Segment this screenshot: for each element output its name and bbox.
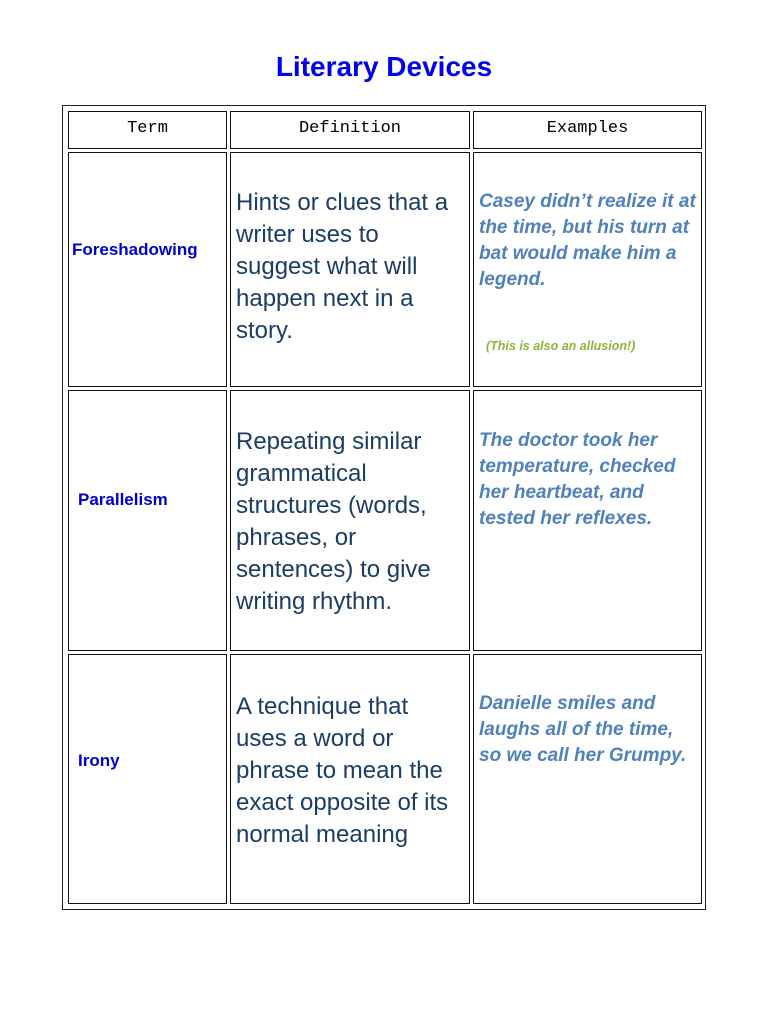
example-parallelism: The doctor took her temperature, checked her heartbeat, and tested her reflexes. — [479, 430, 676, 529]
header-term-label: Term — [127, 119, 168, 138]
header-definition — [230, 111, 470, 149]
definition-parallelism: Repeating similar grammatical structures (words, phrases, or sentences) to give writing rhythm. — [236, 428, 431, 615]
example-foreshadowing: Casey didn’t realize it at the time, but his turn at bat would make him a legend. — [479, 191, 696, 290]
table-row-example-cell — [473, 390, 702, 651]
page-title: Literary Devices — [275, 51, 493, 82]
table-row-term-cell — [68, 654, 227, 904]
table-row-example-cell — [473, 152, 702, 387]
table-row-definition-cell — [230, 152, 470, 387]
literary-devices-table — [62, 105, 706, 910]
header-definition-label: Definition — [298, 119, 402, 138]
term-foreshadowing: Foreshadowing — [72, 240, 198, 259]
table-row-example-cell — [473, 654, 702, 904]
allusion-note: (This is also an allusion!) — [486, 339, 636, 353]
table-row-definition-cell — [230, 654, 470, 904]
term-irony: Irony — [78, 751, 120, 770]
definition-foreshadowing: Hints or clues that a writer uses to suggest what will happen next in a story. — [236, 189, 449, 344]
example-irony: Danielle smiles and laughs all of the time, so we call her Grumpy. — [479, 693, 687, 766]
header-examples-label: Examples — [546, 119, 629, 138]
table-row-term-cell — [68, 390, 227, 651]
table-row-definition-cell — [230, 390, 470, 651]
definition-irony: A technique that uses a word or phrase to mean the exact opposite of its normal meaning — [236, 693, 449, 848]
header-examples — [473, 111, 702, 149]
term-parallelism: Parallelism — [78, 490, 168, 509]
header-term — [68, 111, 227, 149]
table-row-term-cell — [68, 152, 227, 387]
